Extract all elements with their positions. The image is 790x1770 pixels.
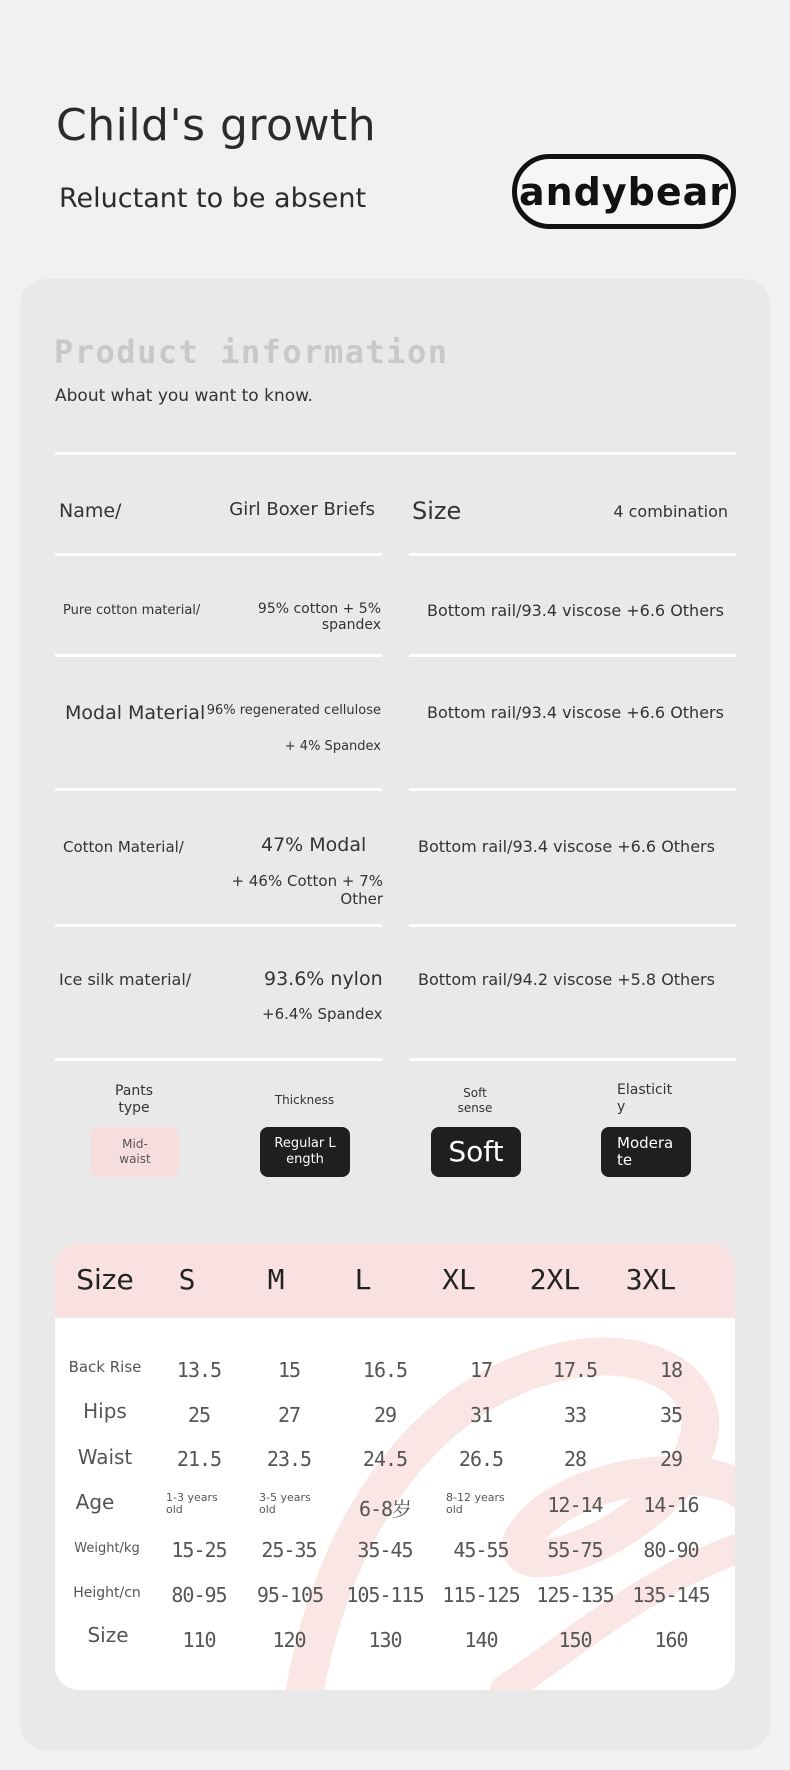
size-header-cell: M [267, 1263, 285, 1296]
size-cell: 28 [563, 1447, 587, 1471]
size-row-label: Back Rise [68, 1358, 142, 1376]
size-cell: 115-125 [442, 1583, 520, 1607]
size-cell: 3-5 years old [259, 1491, 311, 1516]
material-value: 95% cotton + 5% spandex [257, 601, 381, 633]
size-row-label: Hips [83, 1399, 127, 1423]
size-cell: 55-75 [547, 1538, 603, 1562]
material-value: 47% Modal [261, 834, 367, 856]
divider [409, 788, 736, 791]
size-row-label: Size [87, 1623, 129, 1647]
size-header-cell: S [178, 1263, 196, 1296]
size-cell: 135-145 [632, 1583, 710, 1607]
size-label: Size [412, 497, 462, 525]
attr-pants-type-value: Mid- waist [90, 1127, 180, 1177]
size-cell: 12-14 [547, 1493, 603, 1517]
divider [55, 452, 736, 455]
name-label: Name/ [59, 500, 122, 522]
divider [55, 788, 382, 791]
divider [409, 924, 736, 927]
attr-soft-sense-label: Soft sense [457, 1086, 493, 1115]
size-row-label: Age [75, 1490, 115, 1514]
divider [55, 924, 382, 927]
size-cell: 14-16 [643, 1493, 699, 1517]
size-cell: 17.5 [552, 1358, 598, 1382]
size-chart [55, 1243, 735, 1690]
size-cell: 15-25 [171, 1538, 227, 1562]
size-header-cell: 2XL [529, 1263, 581, 1296]
size-cell: 27 [277, 1403, 301, 1427]
size-cell: 16.5 [362, 1358, 408, 1382]
size-row-label: Weight/kg [74, 1541, 140, 1556]
attr-thickness-value: Regular L ength [260, 1127, 350, 1177]
size-cell: 17 [469, 1358, 493, 1382]
size-cell: 150 [558, 1628, 592, 1652]
size-row-label: Waist [77, 1445, 133, 1469]
attr-soft-sense-value: Soft [431, 1127, 521, 1177]
divider [55, 553, 382, 556]
size-row-label: Height/cn [73, 1585, 141, 1601]
hero-subtitle: Reluctant to be absent [59, 183, 367, 214]
divider [55, 1058, 382, 1061]
size-cell: 24.5 [362, 1447, 408, 1471]
size-cell: 21.5 [176, 1447, 222, 1471]
divider [409, 553, 736, 556]
attr-pants-type-label: Pants type [114, 1083, 154, 1116]
size-cell: 95-105 [256, 1583, 324, 1607]
product-info-subtitle: About what you want to know. [55, 386, 313, 406]
size-cell: 18 [659, 1358, 683, 1382]
divider [55, 654, 382, 657]
attr-thickness-label: Thickness [274, 1093, 335, 1107]
size-cell: 29 [659, 1447, 683, 1471]
size-cell: 33 [563, 1403, 587, 1427]
material-bottom-rail: Bottom rail/93.4 viscose +6.6 Others [427, 601, 724, 620]
size-cell: 25-35 [261, 1538, 317, 1562]
size-cell: 80-95 [171, 1583, 227, 1607]
size-cell: 35 [659, 1403, 683, 1427]
size-cell: 1-3 years old [166, 1491, 218, 1516]
attr-elasticity-value: Modera te [601, 1127, 691, 1177]
name-value: Girl Boxer Briefs [229, 499, 375, 520]
size-cell: 160 [654, 1628, 688, 1652]
size-cell: 140 [464, 1628, 498, 1652]
size-value: 4 combination [613, 502, 728, 521]
size-cell: 80-90 [643, 1538, 699, 1562]
attr-elasticity-label: Elasticit y [617, 1082, 673, 1115]
size-cell: 15 [277, 1358, 301, 1382]
material-label: Cotton Material/ [63, 838, 184, 856]
size-header-cell: L [354, 1263, 372, 1296]
size-cell: 110 [182, 1628, 216, 1652]
size-cell: 25 [187, 1403, 211, 1427]
size-cell: 26.5 [458, 1447, 504, 1471]
product-info-title: Product information [54, 333, 449, 371]
hero-title: Child's growth [56, 100, 377, 151]
material-value: +6.4% Spandex [262, 1005, 383, 1023]
size-cell: 105-115 [346, 1583, 424, 1607]
brand-logo [512, 154, 736, 229]
size-cell: 35-45 [357, 1538, 413, 1562]
size-header-cell: 3XL [625, 1263, 677, 1296]
brand-logo-text: andybear [518, 169, 730, 214]
size-cell: 13.5 [176, 1358, 222, 1382]
size-cell: 130 [368, 1628, 402, 1652]
size-cell: 6-8岁 [358, 1497, 412, 1521]
size-header-cell: Size [76, 1263, 134, 1296]
size-cell: 29 [373, 1403, 397, 1427]
size-cell: 31 [469, 1403, 493, 1427]
size-cell: 8-12 years old [446, 1491, 505, 1516]
divider [409, 1058, 736, 1061]
size-cell: 120 [272, 1628, 306, 1652]
material-label: Pure cotton material/ [63, 603, 201, 618]
material-value: + 46% Cotton + 7% Other [231, 872, 383, 908]
material-value: + 4% Spandex [284, 739, 381, 754]
size-cell: 125-135 [536, 1583, 614, 1607]
material-value: 96% regenerated cellulose [206, 703, 381, 718]
material-label: Modal Material [65, 702, 206, 724]
material-bottom-rail: Bottom rail/94.2 viscose +5.8 Others [418, 970, 715, 989]
material-value: 93.6% nylon [264, 968, 383, 990]
size-cell: 23.5 [266, 1447, 312, 1471]
divider [409, 654, 736, 657]
size-cell: 45-55 [453, 1538, 509, 1562]
material-bottom-rail: Bottom rail/93.4 viscose +6.6 Others [418, 837, 715, 856]
material-label: Ice silk material/ [59, 970, 192, 989]
material-bottom-rail: Bottom rail/93.4 viscose +6.6 Others [427, 703, 724, 722]
size-header-cell: XL [442, 1263, 476, 1296]
